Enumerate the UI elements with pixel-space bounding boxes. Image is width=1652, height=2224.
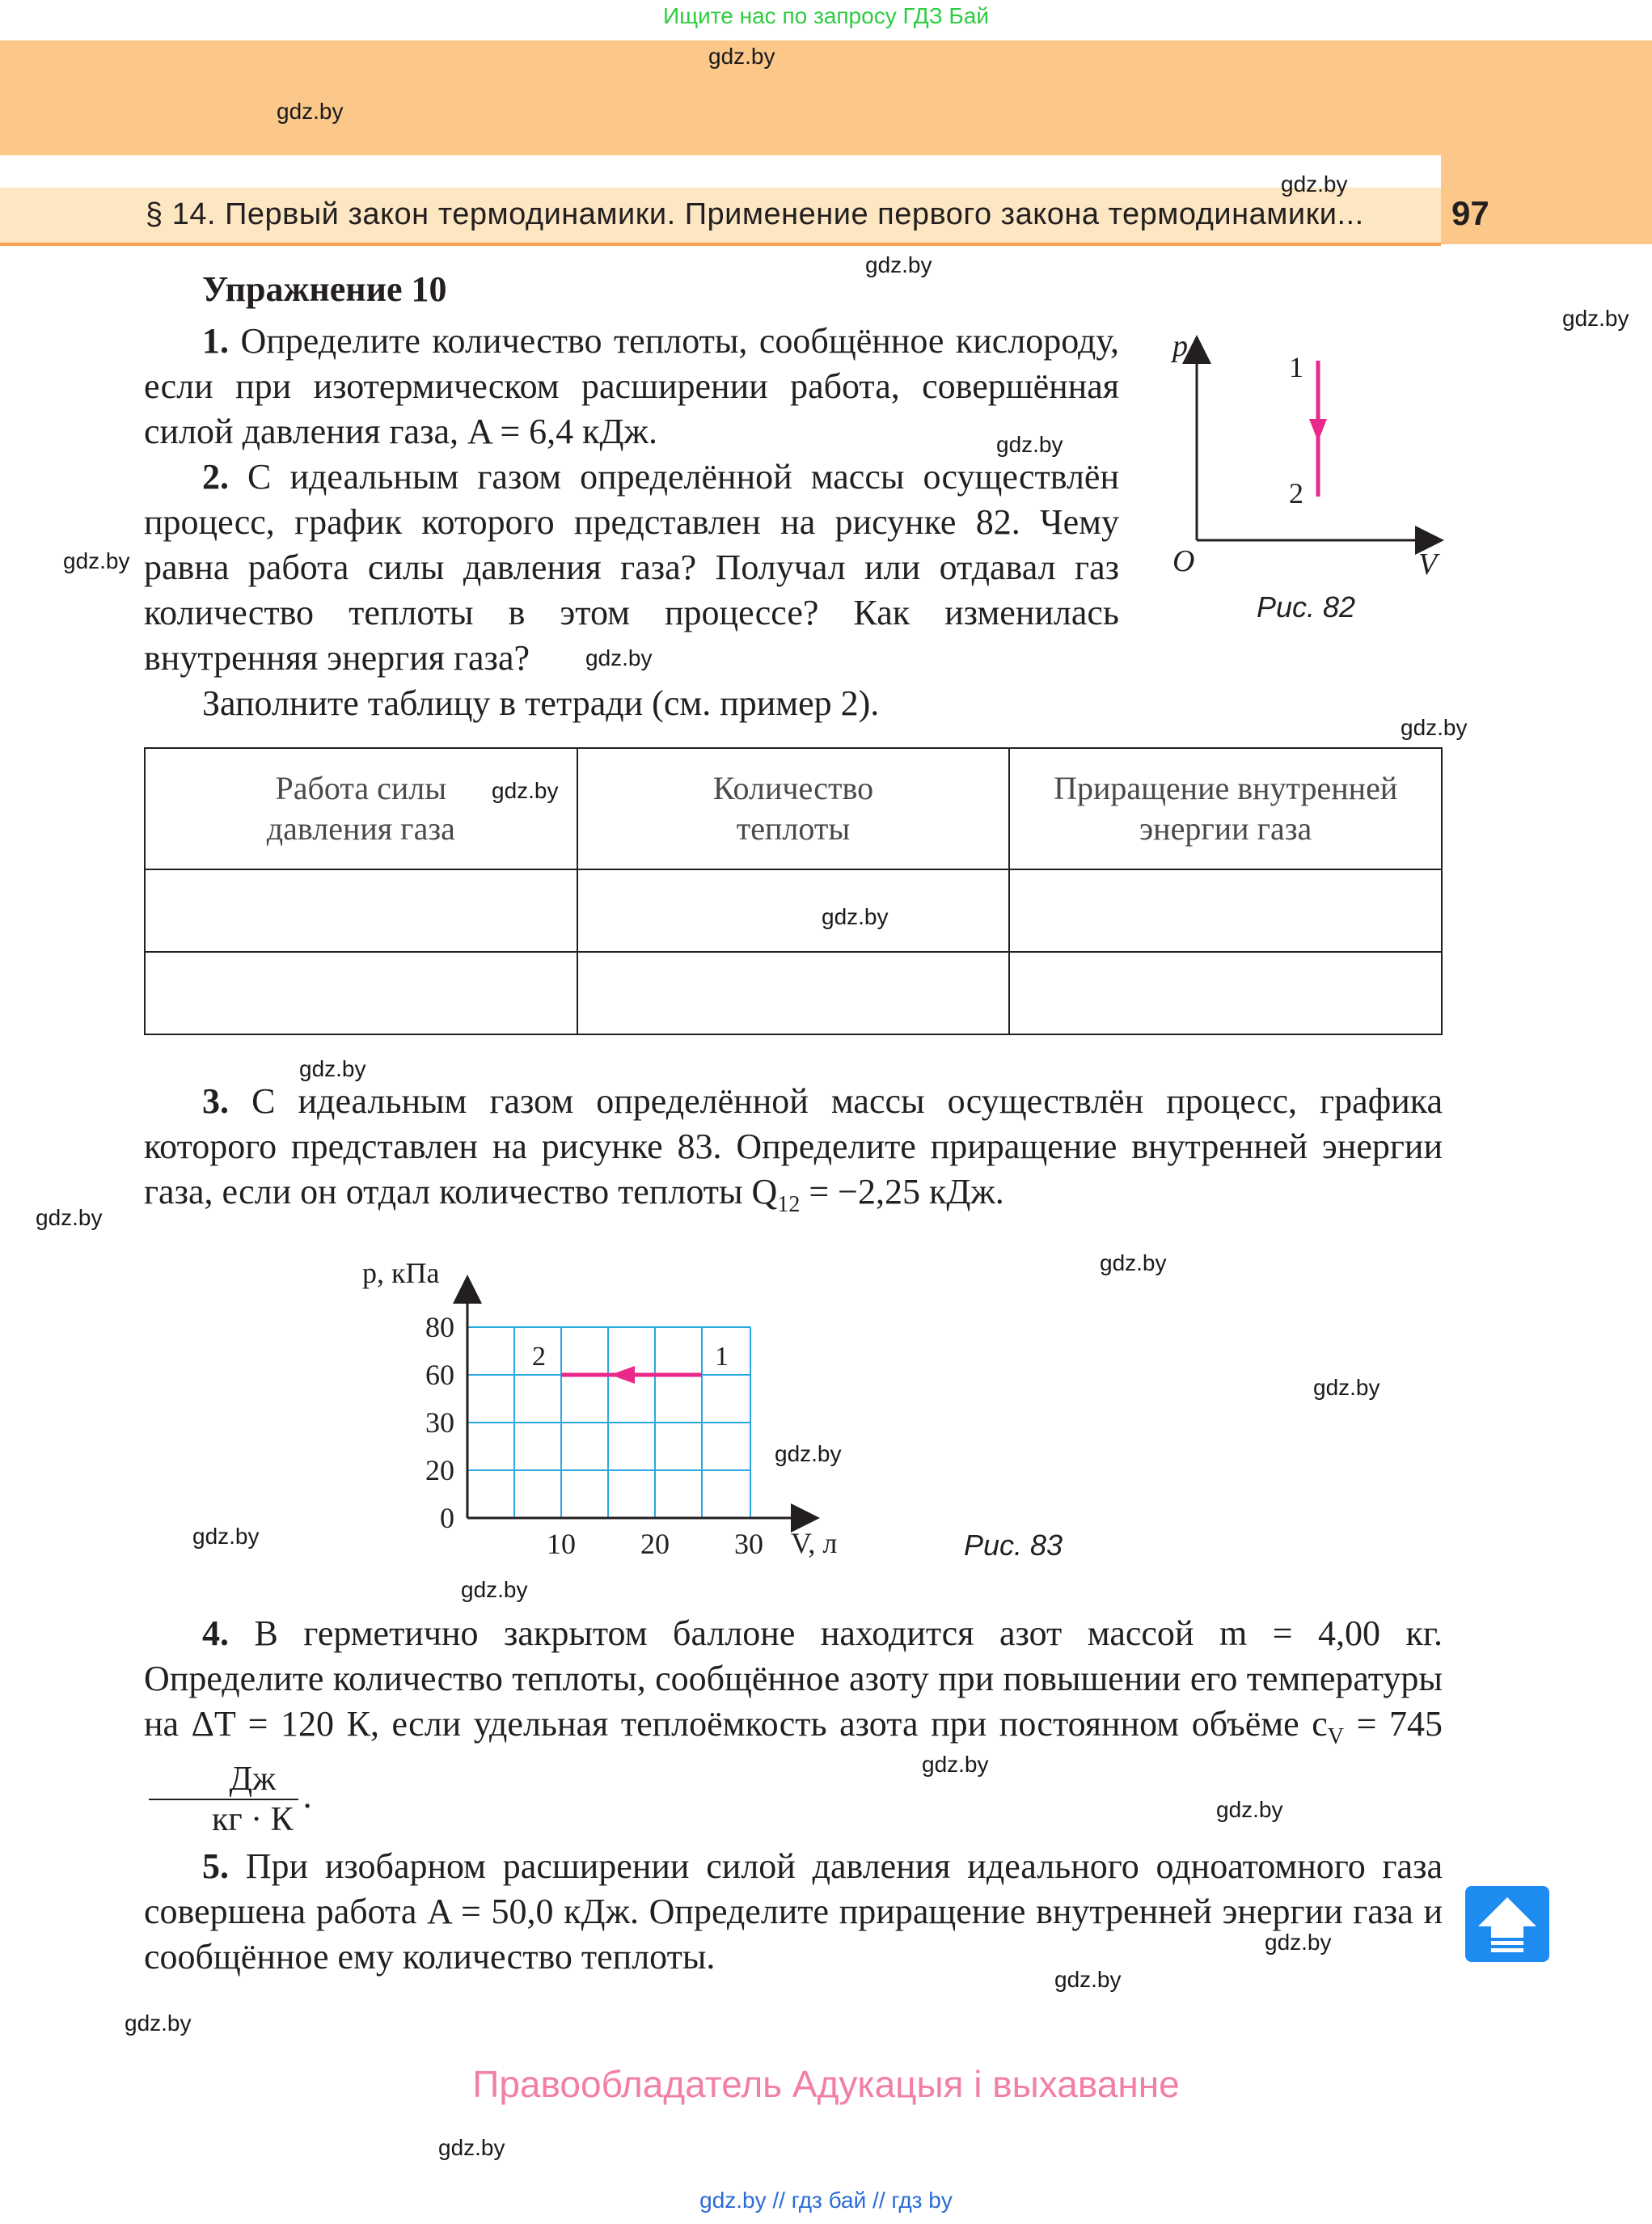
subscript: 12 — [777, 1191, 801, 1217]
y-tick-label: 20 — [425, 1454, 454, 1486]
watermark: gdz.by — [708, 44, 775, 69]
figure-83-caption: Рис. 83 — [964, 1528, 1063, 1562]
watermark: gdz.by — [63, 548, 130, 573]
scroll-top-button[interactable] — [1465, 1886, 1549, 1962]
y-tick-label: 0 — [440, 1502, 454, 1534]
point-label: 2 — [532, 1342, 546, 1372]
watermark: gdz.by — [585, 645, 653, 670]
problem-text: При изобарном расширении силой давления идеального одноатомного газа совершена работа A = 50,0 кДж. Определите приращение внутренней энергии газа и сообщённое ему количество теплоты. — [144, 1846, 1443, 1977]
problem-4: 4. В герметично закрытом баллоне находится азот массой m = 4,00 кг. Определите количество теплоты, сообщённое азоту при повышении его температуры на ΔT = 120 К, если удельная теплоёмкость азота при постоянном объёме $c_V = 745$ $\frac{Дж}{кг \cdot К}$ . — [144, 1613, 1443, 1838]
footer-links[interactable]: gdz.by // гдз бай // гдз by — [699, 2188, 953, 2213]
x-tick-label: 30 — [734, 1528, 763, 1560]
table-cell — [577, 869, 1010, 952]
table-cell — [577, 952, 1010, 1034]
table-row — [145, 869, 1442, 952]
problem-text: В герметично закрытом баллоне находится азот массой m = 4,00 кг. Определите количество теплоты, сообщённое азоту при повышении его температуры на ΔT = 120 К, если удельная теплоёмкость азота при постоянном объёме c — [144, 1613, 1443, 1744]
table-cell — [1009, 869, 1442, 952]
watermark: gdz.by — [996, 432, 1063, 457]
figure-82-caption: Рис. 82 — [1257, 590, 1356, 624]
exercise-title: Упражнение 10 — [202, 269, 447, 309]
x-tick-label: 10 — [547, 1528, 576, 1560]
watermark: gdz.by — [1216, 1797, 1283, 1822]
watermark: gdz.by — [125, 2010, 192, 2036]
watermark: gdz.by — [1401, 715, 1468, 740]
point-1-label: 1 — [1289, 351, 1303, 383]
unit-fraction — [149, 1760, 298, 1839]
x-tick-label: 20 — [640, 1528, 670, 1560]
subscript: V — [1327, 1723, 1344, 1749]
table-header-work: Работа силы давления газа — [145, 748, 577, 869]
watermark: gdz.by — [822, 904, 889, 929]
table-header-energy: Приращение внутренней энергии газа — [1009, 748, 1442, 869]
x-axis-label: V — [1418, 548, 1438, 581]
watermark: gdz.by — [1054, 1967, 1122, 1992]
table-cell — [1009, 952, 1442, 1034]
table-cell — [145, 869, 577, 952]
problem-1 — [144, 319, 1119, 455]
fraction-numerator: Дж — [149, 1760, 298, 1800]
table-row — [145, 952, 1442, 1034]
process-arrow-icon — [611, 1366, 635, 1384]
problem-text: С идеальным газом определённой массы осуществлён процесс, графика которого представлен на рисунке 83. Определите приращение внутренней энергии газа, если он отдал количество теплоты Q — [144, 1081, 1443, 1211]
watermark: gdz.by — [461, 1577, 528, 1602]
watermark: gdz.by — [1562, 306, 1629, 331]
watermark: gdz.by — [1281, 171, 1348, 197]
process-arrow-icon — [1309, 419, 1327, 442]
page-number: 97 — [1451, 194, 1489, 232]
problem-number: 4. — [202, 1613, 229, 1653]
equation: = 745 — [1344, 1704, 1443, 1744]
watermark: gdz.by — [865, 252, 932, 277]
copyright: Правообладатель Адукацыя і выхаванне — [472, 2063, 1180, 2105]
origin-label: O — [1172, 544, 1195, 578]
answer-table — [144, 747, 1443, 1035]
y-tick-label: 60 — [425, 1359, 454, 1391]
table-instruction: Заполните таблицу в тетради (см. пример 2). — [202, 683, 880, 723]
fraction-denominator: кг · К — [212, 1800, 294, 1838]
watermark: gdz.by — [438, 2135, 505, 2160]
arrow-up-icon — [1465, 1886, 1549, 1962]
watermark: gdz.by — [277, 99, 344, 124]
watermark: gdz.by — [1313, 1375, 1380, 1400]
table-cell — [145, 952, 577, 1034]
problem-text: = −2,25 кДж. — [800, 1172, 1004, 1211]
watermark: gdz.by — [1100, 1250, 1167, 1275]
y-axis-label: p, кПа — [362, 1257, 440, 1289]
running-title: § 14. Первый закон термодинамики. Применение первого закона термодинамики... — [146, 197, 1364, 231]
point-label: 1 — [715, 1342, 729, 1372]
figure-82 — [1148, 323, 1456, 598]
watermark: gdz.by — [775, 1441, 842, 1466]
problem-3 — [144, 1079, 1443, 1228]
figure-83-chart — [340, 1245, 889, 1577]
problem-number: 2. — [202, 457, 229, 497]
chart-grid — [467, 1327, 750, 1518]
problem-number: 5. — [202, 1846, 229, 1886]
watermark: gdz.by — [36, 1205, 103, 1230]
x-axis-label: V, л — [791, 1527, 838, 1559]
y-axis-label: p — [1172, 329, 1188, 363]
table-header-heat: Количество теплоты — [577, 748, 1010, 869]
watermark: gdz.by — [922, 1752, 989, 1777]
y-tick-label: 80 — [425, 1311, 454, 1343]
problem-text: С идеальным газом определённой массы осуществлён процесс, график которого представлен на рисунке 82. Чему равна работа силы давления газа? Получал или отдавал газ количество теплоты в этом процессе? Как изменилась внутренняя энергия газа? — [144, 457, 1119, 678]
watermark: gdz.by — [299, 1056, 366, 1081]
watermark: gdz.by — [492, 778, 559, 803]
header-underline — [0, 243, 1441, 246]
point-2-label: 2 — [1289, 477, 1303, 509]
y-tick-label: 30 — [425, 1406, 454, 1439]
watermark: gdz.by — [1265, 1930, 1332, 1955]
top-banner: Ищите нас по запросу ГДЗ Бай — [662, 3, 990, 28]
problem-text: Определите количество теплоты, сообщённое кислороду, если при изотермическом расширении работа, совершённая силой давления газа, A = 6,4 кДж. — [144, 321, 1119, 451]
watermark: gdz.by — [192, 1524, 260, 1549]
problem-number: 1. — [202, 321, 229, 361]
problem-2 — [144, 455, 1119, 681]
problem-5 — [144, 1844, 1443, 1980]
problem-number: 3. — [202, 1081, 229, 1121]
